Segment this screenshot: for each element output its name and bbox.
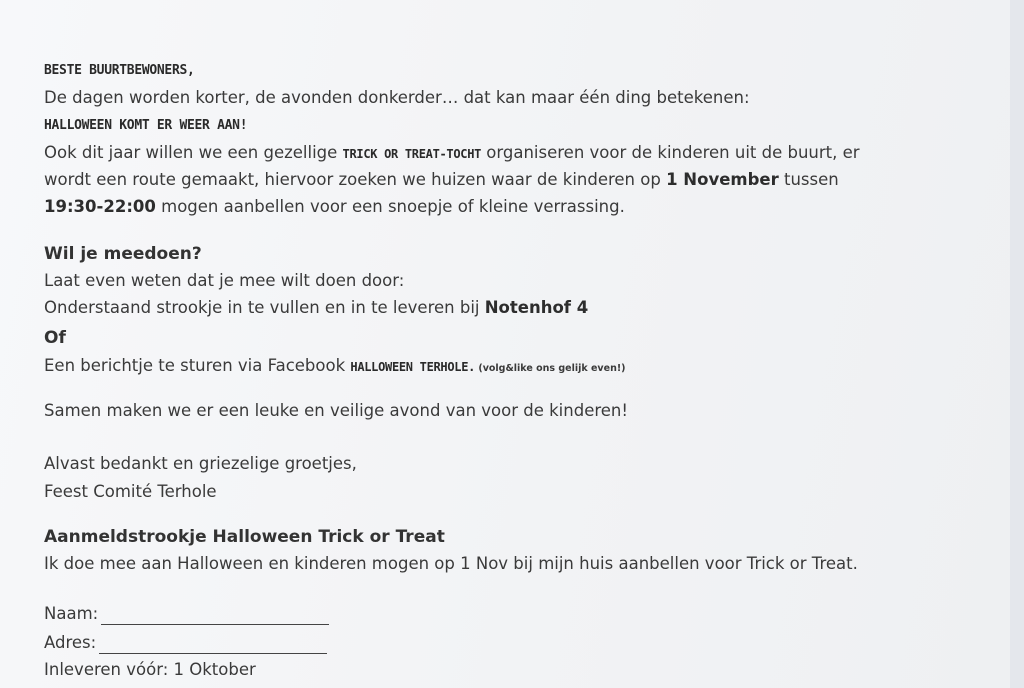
- follow-note: (volg&like ons gelijk even!): [475, 363, 626, 374]
- name-label: Naam:: [44, 604, 99, 623]
- body-line-4: [44, 169, 839, 191]
- body-line-9: Samen maken we er een leuke en veilige avond van voor de kinderen!: [44, 401, 628, 420]
- address-field: [44, 632, 327, 654]
- address-highlight: Notenhof 4: [484, 298, 589, 317]
- name-field: [44, 603, 329, 625]
- text: tussen: [778, 170, 839, 189]
- signature: Feest Comité Terhole: [44, 482, 217, 501]
- name-blank-line: [101, 608, 329, 625]
- body-line-8: [44, 355, 626, 380]
- intro-line: De dagen worden korter, de avonden donkerder… dat kan maar één ding betekenen:: [44, 88, 750, 107]
- or-label: Of: [44, 328, 66, 348]
- body-line-5: [44, 196, 625, 218]
- text: mogen aanbellen voor een snoepje of kleine verrassing.: [155, 197, 625, 216]
- greeting: BESTE BUURTBEWONERS,: [44, 63, 195, 78]
- text: Ook dit jaar willen we een gezellige: [44, 143, 343, 162]
- closing-line: Alvast bedankt en griezelige groetjes,: [44, 454, 357, 473]
- text: wordt een route gemaakt, hiervoor zoeken we huizen waar de kinderen op: [44, 170, 667, 189]
- date-highlight: 1 November: [666, 170, 779, 189]
- facebook-page-name: HALLOWEEN TERHOLE.: [350, 360, 476, 374]
- paper-edge: [1010, 0, 1024, 688]
- deadline: Inleveren vóór: 1 Oktober: [44, 660, 256, 679]
- trick-or-treat-tocht: TRICK OR TREAT-TOCHT: [342, 147, 482, 161]
- time-highlight: 19:30-22:00: [44, 197, 156, 216]
- question-heading: Wil je meedoen?: [44, 244, 202, 264]
- address-label: Adres:: [44, 633, 97, 652]
- text: organiseren voor de kinderen uit de buurt, er: [481, 143, 860, 162]
- halloween-announcement: HALLOWEEN KOMT ER WEER AAN!: [44, 118, 248, 133]
- body-line-3: [44, 142, 860, 165]
- text: Onderstaand strookje in te vullen en in te leveren bij: [44, 298, 485, 317]
- address-blank-line: [99, 637, 327, 654]
- form-title: Aanmeldstrookje Halloween Trick or Treat: [44, 527, 445, 547]
- body-line-6: Laat even weten dat je mee wilt doen door:: [44, 271, 405, 290]
- body-line-7: [44, 297, 588, 319]
- form-statement: Ik doe mee aan Halloween en kinderen mogen op 1 Nov bij mijn huis aanbellen voor Trick or Treat.: [44, 554, 858, 573]
- text: Een berichtje te sturen via Facebook: [44, 356, 351, 375]
